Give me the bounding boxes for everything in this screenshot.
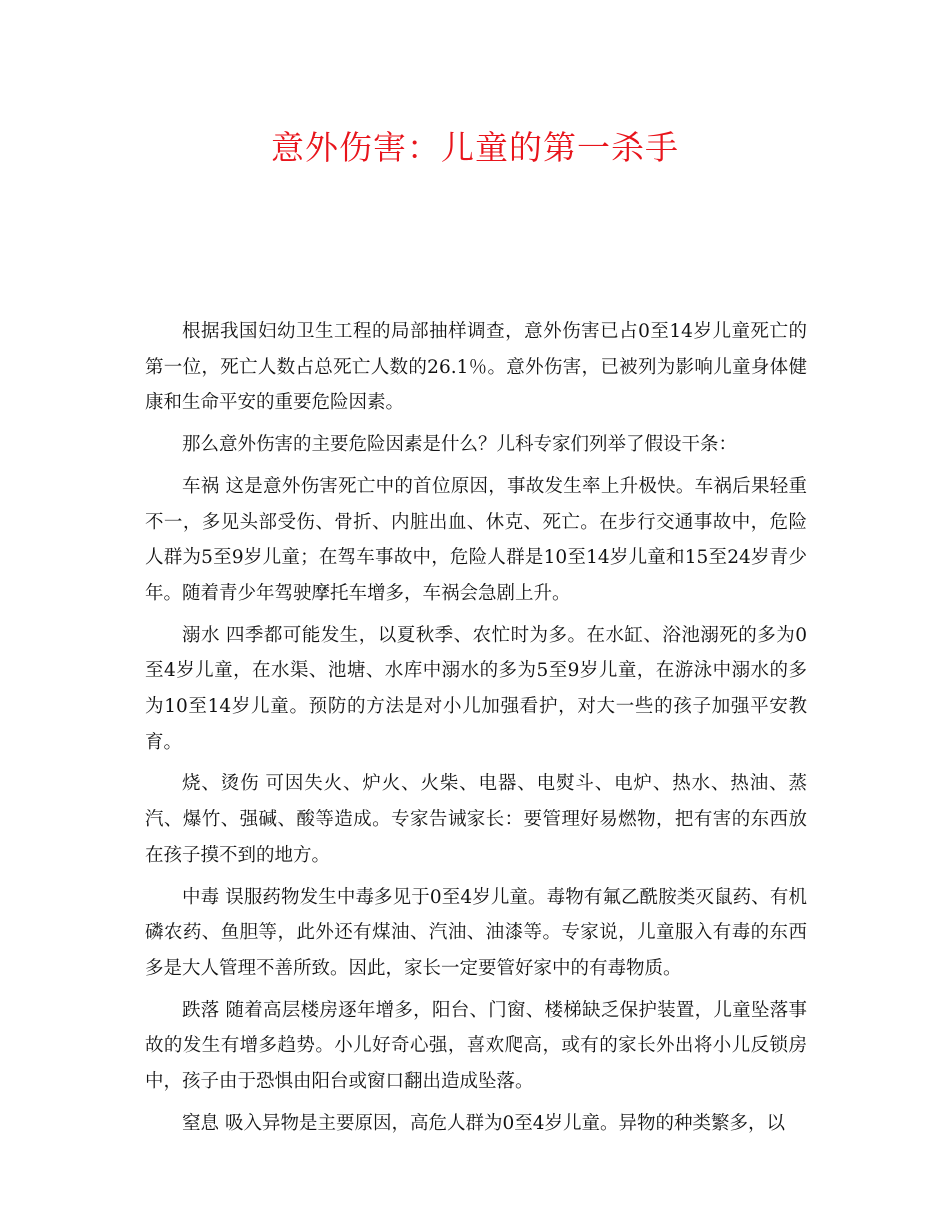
paragraph-text: 吸入异物是主要原因，高危人群为0至4岁儿童。异物的种类繁多，以 bbox=[225, 1112, 786, 1134]
paragraph-falls bbox=[145, 993, 807, 1100]
paragraph-text: 这是意外伤害死亡中的首位原因，事故发生率上升极快。车祸后果轻重不一，多见头部受伤、骨折、内脏出血、休克、死亡。在步行交通事故中，危险人群为5至9岁儿童；在驾车事故中，危险人群是10至14岁儿童和15至24岁青少年。随着青少年驾驶摩托车增多，车祸会急剧上升。 bbox=[145, 475, 807, 604]
document-body bbox=[145, 314, 807, 1147]
paragraph-lead: 溺水 bbox=[182, 624, 220, 646]
paragraph-drowning bbox=[145, 618, 807, 761]
paragraph-suffocation bbox=[145, 1106, 807, 1142]
paragraph-lead: 中毒 bbox=[182, 886, 220, 908]
paragraph-text: 随着高层楼房逐年增多，阳台、门窗、楼梯缺乏保护装置，儿童坠落事故的发生有增多趋势。小儿好奇心强，喜欢爬高，或有的家长外出将小儿反锁房中，孩子由于恐惧由阳台或窗口翻出造成坠落。 bbox=[145, 999, 807, 1093]
paragraph-text: 误服药物发生中毒多见于0至4岁儿童。毒物有氟乙酰胺类灭鼠药、有机磷农药、鱼胆等，此外还有煤油、汽油、油漆等。专家说，儿童服入有毒的东西多是大人管理不善所致。因此，家长一定要管好家中的有毒物质。 bbox=[145, 886, 807, 979]
paragraph-lead: 车祸 bbox=[182, 475, 220, 497]
paragraph-text: 那么意外伤害的主要危险因素是什么？儿科专家们列举了假设干条： bbox=[182, 434, 738, 456]
paragraph-traffic bbox=[145, 469, 807, 612]
paragraph-question bbox=[145, 427, 807, 463]
paragraph-poisoning bbox=[145, 880, 807, 987]
paragraph-lead: 烧、烫伤 bbox=[182, 773, 260, 795]
document-title: 意外伤害：儿童的第一杀手 bbox=[271, 128, 679, 167]
paragraph-text: 根据我国妇幼卫生工程的局部抽样调查，意外伤害已占0至14岁儿童死亡的第一位，死亡人数占总死亡人数的26.1％。意外伤害，已被列为影响儿童身体健康和生命平安的重要危险因素。 bbox=[145, 321, 807, 414]
paragraph-lead: 窒息 bbox=[182, 1112, 220, 1134]
paragraph-text: 四季都可能发生，以夏秋季、农忙时为多。在水缸、浴池溺死的多为0至4岁儿童，在水渠、池塘、水库中溺水的多为5至9岁儿童，在游泳中溺水的多为10至14岁儿童。预防的方法是对小儿加强看护，对大一些的孩子加强平安教育。 bbox=[145, 624, 807, 753]
paragraph-intro bbox=[145, 314, 807, 421]
paragraph-lead: 跌落 bbox=[182, 999, 220, 1021]
paragraph-text: 可因失火、炉火、火柴、电器、电熨斗、电炉、热水、热油、蒸汽、爆竹、强碱、酸等造成。专家告诫家长：要管理好易燃物，把有害的东西放在孩子摸不到的地方。 bbox=[145, 773, 807, 866]
paragraph-burns bbox=[145, 766, 807, 873]
